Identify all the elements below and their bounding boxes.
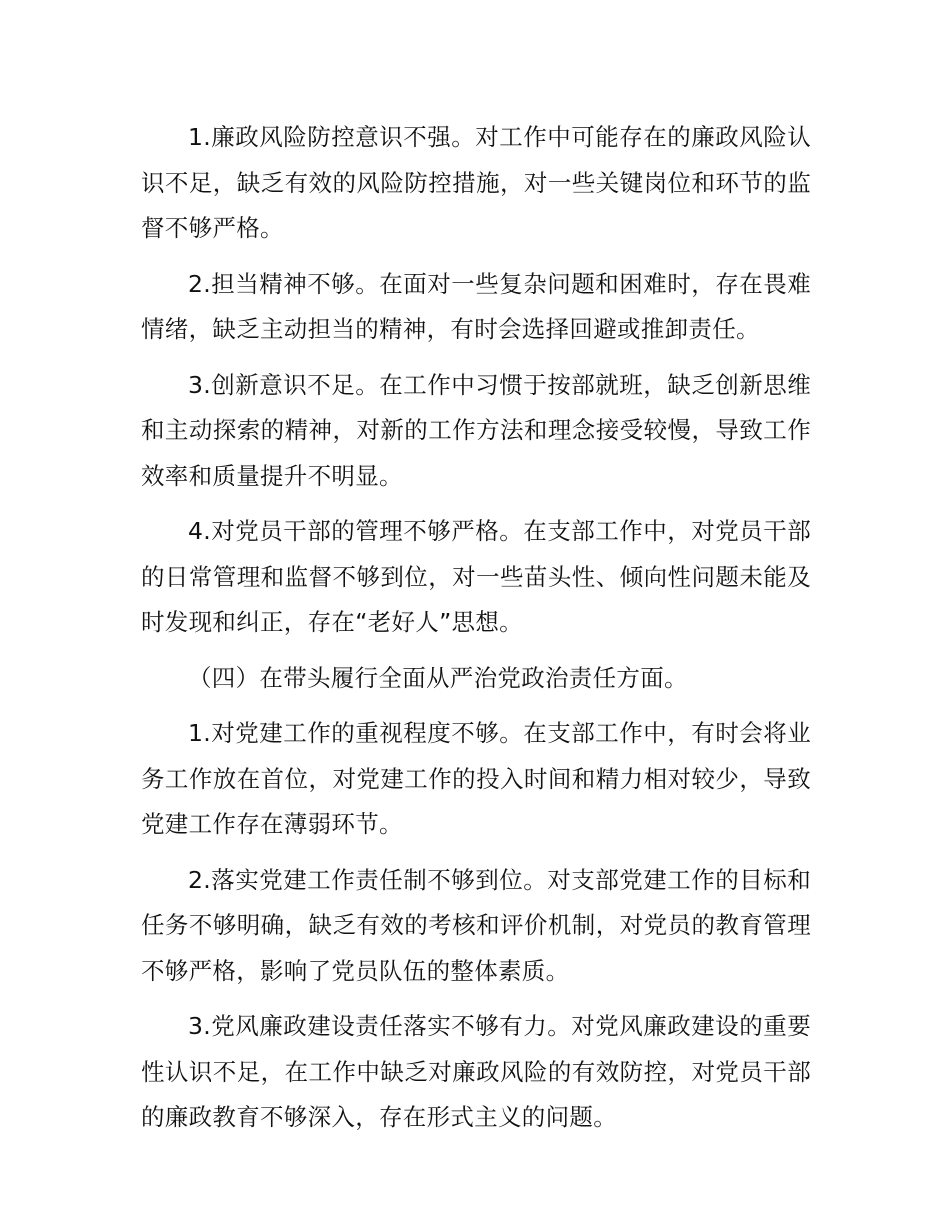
paragraph-5: 1.对党建工作的重视程度不够。在支部工作中，有时会将业务工作放在首位，对党建工作的投入时间和精力相对较少，导致党建工作存在薄弱环节。 [141,719,811,838]
paragraph-1: 1.廉政风险防控意识不强。对工作中可能存在的廉政风险认识不足，缺乏有效的风险防控措施，对一些关键岗位和环节的监督不够严格。 [141,123,811,242]
paragraph-2: 2.担当精神不够。在面对一些复杂问题和困难时，存在畏难情绪，缺乏主动担当的精神，有时会选择回避或推卸责任。 [141,269,811,343]
section-heading: （四）在带头履行全面从严治党政治责任方面。 [188,663,688,692]
document-body [141,115,811,1151]
paragraph-3: 3.创新意识不足。在工作中习惯于按部就班，缺乏创新思维和主动探索的精神，对新的工作方法和理念接受较慢，导致工作效率和质量提升不明显。 [141,370,811,490]
paragraph-6: 2.落实党建工作责任制不够到位。对支部党建工作的目标和任务不够明确，缺乏有效的考核和评价机制，对党员的教育管理不够严格，影响了党员队伍的整体素质。 [141,865,811,985]
paragraph-4: 4.对党员干部的管理不够严格。在支部工作中，对党员干部的日常管理和监督不够到位，对一些苗头性、倾向性问题未能及时发现和纠正，存在“老好人”思想。 [141,517,811,636]
paragraph-7: 3.党风廉政建设责任落实不够有力。对党风廉政建设的重要性认识不足，在工作中缺乏对廉政风险的有效防控，对党员干部的廉政教育不够深入，存在形式主义的问题。 [141,1012,811,1131]
